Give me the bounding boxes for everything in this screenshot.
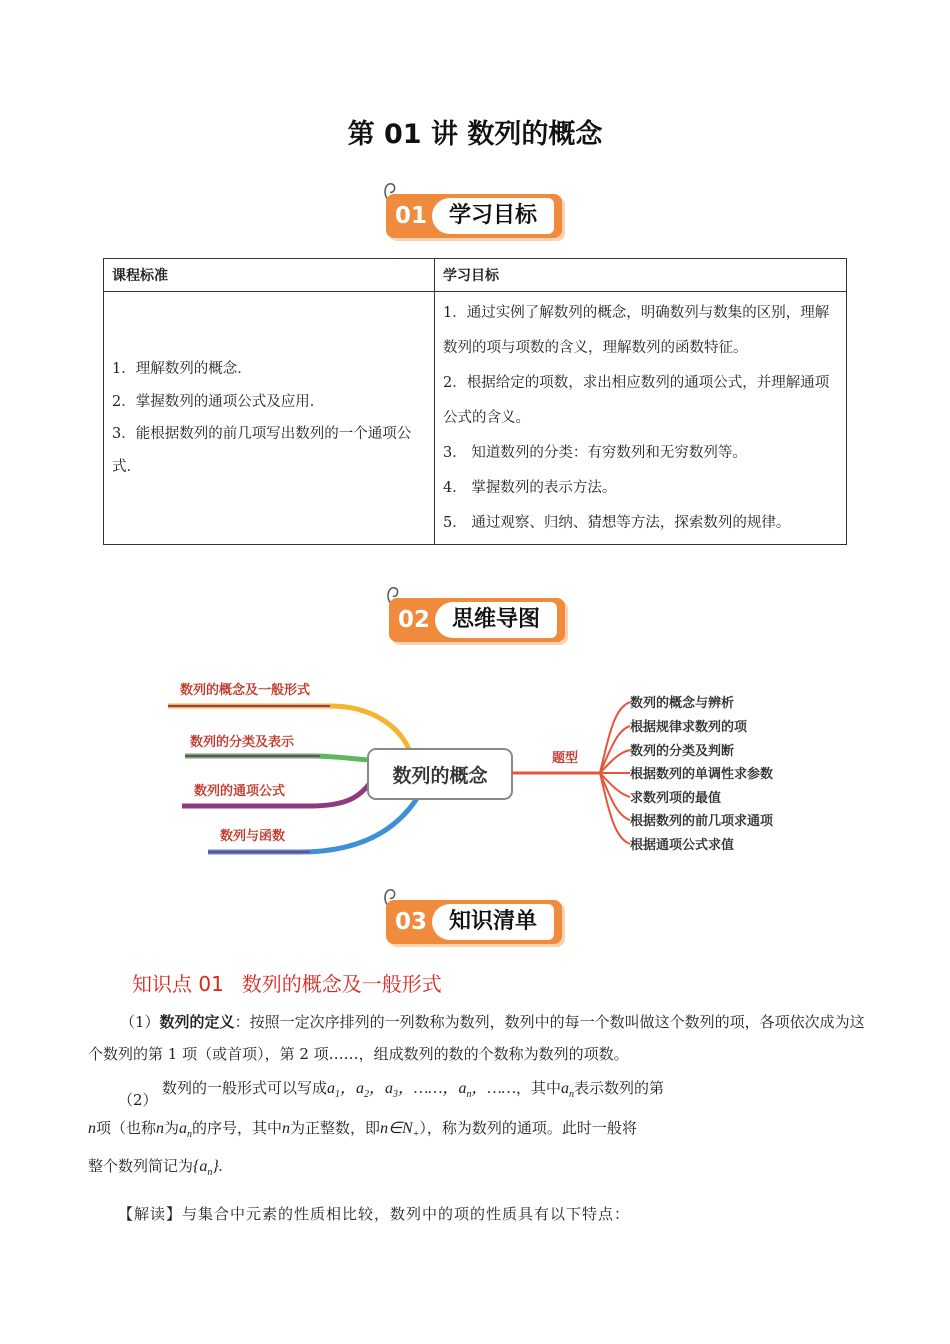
mind-map xyxy=(160,670,810,860)
badge-label: 学习目标 xyxy=(432,198,554,234)
right-item: 根据规律求数列的项 xyxy=(630,720,748,735)
badge-label: 知识清单 xyxy=(432,904,554,940)
text-run: 项（也称 xyxy=(96,1119,157,1137)
general-form-line1 xyxy=(162,1072,782,1111)
right-item: 根据数列的单调性求参数 xyxy=(630,767,774,782)
right-item: 数列的概念与辨析 xyxy=(630,696,735,711)
objectives-cell xyxy=(435,292,847,545)
branch-label: 数列的通项公式 xyxy=(194,784,286,799)
section-badge-mindmap xyxy=(383,582,583,652)
badge-number: 03 xyxy=(394,909,427,935)
math-n: n xyxy=(156,1120,165,1137)
objective-item: 1．通过实例了解数列的概念，明确数列与数集的区别，理解数列的项与项数的含义，理解数列的函数特征。 xyxy=(443,304,830,356)
text-run: ），称为数列的通项。此时一般将 xyxy=(419,1119,637,1137)
math-n: n xyxy=(88,1120,96,1137)
right-item: 根据通项公式求值 xyxy=(630,838,735,853)
definition-paragraph xyxy=(88,1006,866,1070)
math-set-an: $\{a_n\}$. xyxy=(193,1158,223,1179)
objective-item: 3． 知道数列的分类：有穷数列和无穷数列等。 xyxy=(443,444,747,461)
general-form-label: （2） xyxy=(118,1091,158,1109)
right-branch-label: 题型 xyxy=(552,751,579,766)
interpretation-label: 【解读】 xyxy=(118,1205,183,1223)
text-run: 为正整数，即 xyxy=(290,1119,381,1137)
paragraph-label: （1） xyxy=(120,1013,160,1031)
math-sequence: $a_1$，$a_2$，$a_3$，……，$a_n$，…… xyxy=(327,1080,516,1101)
math-an: $a_n$ xyxy=(561,1080,574,1101)
objective-item: 2．根据给定的项数，求出相应数列的通项公式，并理解通项公式的含义。 xyxy=(443,374,830,426)
knowledge-number: 知识点 01 xyxy=(132,972,224,996)
center-node-label: 数列的概念 xyxy=(392,765,488,787)
right-item: 数列的分类及判断 xyxy=(630,744,735,759)
badge-label: 思维导图 xyxy=(435,602,557,638)
knowledge-title: 数列的概念及一般形式 xyxy=(241,972,442,996)
text-run: 数列的一般形式可以写成 xyxy=(162,1079,328,1097)
branch-label: 数列的分类及表示 xyxy=(190,735,295,750)
math-n: n xyxy=(282,1120,291,1137)
text-run: 表示数列的第 xyxy=(574,1079,665,1097)
knowledge-heading xyxy=(132,968,442,997)
standards-cell xyxy=(104,292,435,545)
standard-item: 3．能根据数列的前几项写出数列的一个通项公式． xyxy=(112,426,412,475)
page-title: 第 01 讲 数列的概念 xyxy=(347,119,603,150)
interpretation-text: 与集合中元素的性质相比较，数列中的项的性质具有以下特点： xyxy=(182,1205,631,1223)
table-header-standards: 课程标准 xyxy=(104,259,435,292)
branch-label: 数列的概念及一般形式 xyxy=(180,683,311,698)
standard-item: 1．理解数列的概念． xyxy=(112,361,252,377)
objective-item: 4． 掌握数列的表示方法。 xyxy=(443,479,617,496)
badge-number: 02 xyxy=(397,607,430,633)
text-run: 整个数列简记为 xyxy=(88,1157,194,1175)
definition-text: ：按照一定次序排列的一列数称为数列，数列中的每一个数叫做这个数列的项，各项依次成为这个数列的第 1 项（或首项），第 2 项……，组成数列的数的个数称为数列的项数。 xyxy=(88,1013,865,1063)
section-badge-goals xyxy=(380,178,580,248)
interpretation-paragraph xyxy=(118,1198,858,1230)
table-header-objectives: 学习目标 xyxy=(435,259,847,292)
section-badge-knowledge xyxy=(380,884,580,954)
right-item: 根据数列的前几项求通项 xyxy=(630,814,774,829)
definition-term: 数列的定义 xyxy=(159,1013,235,1031)
general-form-line3 xyxy=(88,1150,588,1189)
math-n-in-n-plus: $n\in N_+$ xyxy=(380,1120,420,1141)
badge-number: 01 xyxy=(394,203,427,229)
branch-label: 数列与函数 xyxy=(220,829,286,844)
text-run: 的序号，其中 xyxy=(192,1119,283,1137)
objective-item: 5． 通过观察、归纳、猜想等方法，探索数列的规律。 xyxy=(443,514,791,531)
general-form-line2 xyxy=(88,1112,788,1151)
math-an: $a_n$ xyxy=(179,1120,193,1141)
right-item: 求数列项的最值 xyxy=(630,791,722,806)
goals-table xyxy=(103,258,847,545)
text-run: 为 xyxy=(164,1119,180,1137)
text-run: ，其中 xyxy=(515,1079,561,1097)
standard-item: 2．掌握数列的通项公式及应用． xyxy=(112,393,325,410)
